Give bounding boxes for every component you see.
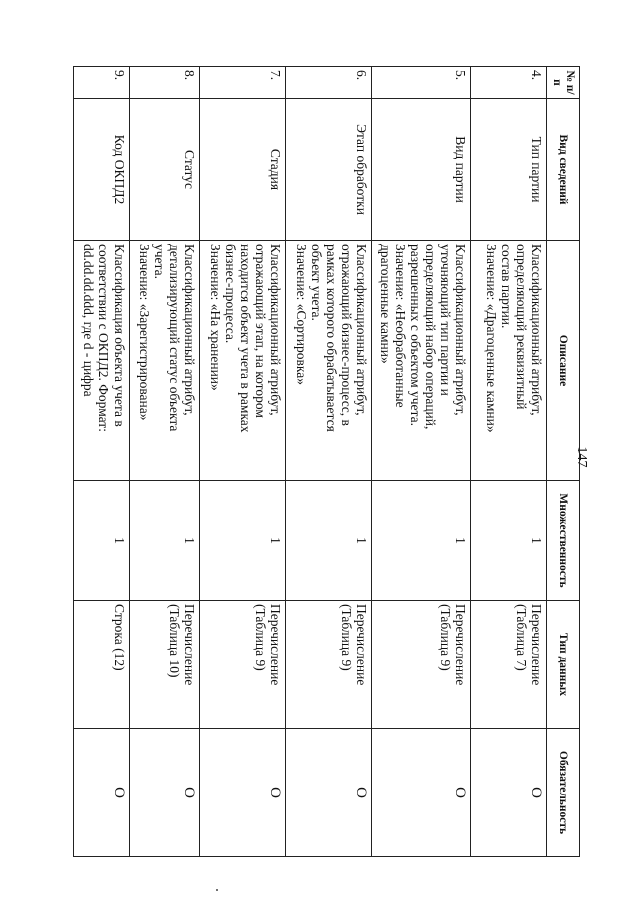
- table-row: [129, 67, 200, 857]
- description-line: dd.dd.dd.ddd, где d - цифра: [81, 244, 97, 397]
- description-line: находится объект учета в рамках: [238, 244, 254, 433]
- page-number: 147: [574, 446, 589, 468]
- description-line: уточняющий тип партии и: [438, 244, 454, 396]
- row-multiplicity: 1: [471, 481, 547, 601]
- header-num: № п/п: [547, 67, 580, 99]
- row-mandatory: О: [200, 729, 286, 857]
- row-mandatory: О: [286, 729, 372, 857]
- row-num: 8.: [129, 67, 200, 99]
- description-line: Значение: «Драгоценные камни»: [483, 244, 499, 433]
- description-line: Классификационный атрибут,: [182, 244, 198, 416]
- row-data-type: Перечисление (Таблица 9): [372, 601, 471, 729]
- description-line: Значение: «На хранении»: [207, 244, 223, 391]
- description-line: бизнес-процесса.: [222, 244, 238, 344]
- description-line: определяющий реквизитный: [513, 244, 529, 410]
- row-mandatory: О: [372, 729, 471, 857]
- row-mandatory: О: [471, 729, 547, 857]
- table-header-row: [547, 67, 580, 857]
- row-mandatory: О: [74, 729, 130, 857]
- header-name: Вид сведений: [547, 99, 580, 241]
- row-description: [372, 241, 471, 481]
- description-line: детализирующий статус объекта: [167, 244, 183, 432]
- description-line: Значение: «Необработанные: [392, 244, 408, 408]
- row-name: Тип партии: [471, 99, 547, 241]
- row-num: 5.: [372, 67, 471, 99]
- row-name: Статус: [129, 99, 200, 241]
- description-line: отражающий этап, на котором: [253, 244, 269, 418]
- description-line: Классификационный атрибут,: [529, 244, 544, 416]
- description-line: соответствии с ОКПД2. Формат:: [96, 244, 112, 432]
- row-multiplicity: 1: [286, 481, 372, 601]
- description-line: разрешенных с объектом учета.: [407, 244, 423, 426]
- description-line: Классификационный атрибут,: [354, 244, 370, 416]
- row-name: Стадия: [200, 99, 286, 241]
- row-description: [129, 241, 200, 481]
- row-mandatory: О: [129, 729, 200, 857]
- description-line: рамках которого обрабатывается: [323, 244, 339, 432]
- rotated-table-area: [73, 66, 580, 856]
- scan-speck: [216, 889, 218, 891]
- row-description: [471, 241, 547, 481]
- description-line: Значение: «Сортировка»: [293, 244, 309, 385]
- description-line: отражающий бизнес-процесс, в: [339, 244, 355, 426]
- row-description: [74, 241, 130, 481]
- header-multiplicity: Множественность: [547, 481, 580, 601]
- row-data-type: Перечисление (Таблица 9): [200, 601, 286, 729]
- row-data-type: Перечисление (Таблица 10): [129, 601, 200, 729]
- row-multiplicity: 1: [74, 481, 130, 601]
- description-line: состав партии.: [498, 244, 514, 329]
- table-wrapper: [73, 66, 580, 856]
- row-description: [200, 241, 286, 481]
- header-data-type: Тип данных: [547, 601, 580, 729]
- row-num: 4.: [471, 67, 547, 99]
- row-name: Вид партии: [372, 99, 471, 241]
- description-line: Классификационный атрибут,: [268, 244, 284, 416]
- row-data-type: Перечисление (Таблица 7): [471, 601, 547, 729]
- row-multiplicity: 1: [200, 481, 286, 601]
- row-num: 7.: [200, 67, 286, 99]
- row-num: 6.: [286, 67, 372, 99]
- header-mandatory: Обязательность: [547, 729, 580, 857]
- table-row: [471, 67, 547, 857]
- row-multiplicity: 1: [372, 481, 471, 601]
- row-data-type: Строка (12): [74, 601, 130, 729]
- table-row: [372, 67, 471, 857]
- description-line: объект учета.: [308, 244, 324, 321]
- description-line: драгоценные камни»: [377, 244, 393, 364]
- row-data-type: Перечисление (Таблица 9): [286, 601, 372, 729]
- row-num: 9.: [74, 67, 130, 99]
- row-multiplicity: 1: [129, 481, 200, 601]
- table-row: [286, 67, 372, 857]
- data-table: [73, 66, 580, 857]
- description-line: Значение: «Зарегистрирована»: [137, 244, 153, 421]
- row-name: Код ОКПД2: [74, 99, 130, 241]
- description-line: Классификация объекта учета в: [111, 244, 127, 427]
- table-row: [200, 67, 286, 857]
- row-description: [286, 241, 372, 481]
- header-description: Описание: [547, 241, 580, 481]
- description-line: определяющий набор операций,: [422, 244, 438, 430]
- description-line: учета.: [152, 244, 168, 279]
- description-line: Классификационный атрибут,: [453, 244, 469, 416]
- table-row: [74, 67, 130, 857]
- row-name: Этап обработки: [286, 99, 372, 241]
